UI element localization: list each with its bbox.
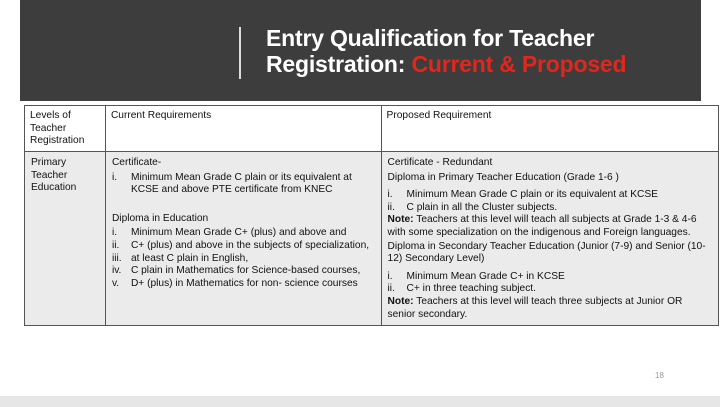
proposed-requirements-cell xyxy=(381,152,718,326)
current-certificate-title: Certificate- xyxy=(111,157,162,168)
title-line-1: Entry Qualification for Teacher xyxy=(266,25,595,51)
note-label: Note: xyxy=(387,214,414,226)
list-item: i. Minimum Mean Grade C plain or its equivalent at KCSE xyxy=(387,189,658,201)
bottom-strip xyxy=(0,396,720,407)
proposed-primary-list xyxy=(388,189,712,214)
slide-title xyxy=(266,25,626,77)
current-requirements-cell xyxy=(105,152,381,326)
proposed-secondary-note xyxy=(388,296,712,321)
level-label: Primary Teacher Education xyxy=(31,157,77,194)
list-item: i. Minimum Mean Grade C+ (plus) and above and xyxy=(111,227,347,239)
title-divider xyxy=(239,27,241,79)
note-text: Teachers at this level will teach three subjects at Junior OR senior secondary. xyxy=(387,295,683,320)
proposed-secondary-list xyxy=(388,271,712,296)
list-item: iv. C plain in Mathematics for Science-based courses, xyxy=(111,265,361,277)
header-current: Current Requirements xyxy=(105,106,381,152)
list-item: ii. C+ (plus) and above in the subjects of specialization, xyxy=(111,239,370,251)
list-item: i. Minimum Mean Grade C plain or its equivalent at KCSE and above PTE certificate from KNEC xyxy=(111,171,352,196)
current-diploma-list xyxy=(112,227,375,290)
proposed-primary-title: Diploma in Primary Teacher Education (Grade 1-6 ) xyxy=(387,171,619,183)
title-line-2 xyxy=(266,51,626,77)
list-item: iii. at least C plain in English, xyxy=(111,252,249,264)
proposed-primary-note xyxy=(388,214,712,239)
title-accent: Current & Proposed xyxy=(411,51,627,77)
table-row xyxy=(25,152,719,326)
list-item: ii. C plain in all the Cluster subjects. xyxy=(387,201,558,213)
level-cell xyxy=(25,152,106,326)
header-levels: Levels of Teacher Registration xyxy=(25,106,106,152)
list-item: v. D+ (plus) in Mathematics for non- science courses xyxy=(111,277,358,289)
note-label: Note: xyxy=(387,295,414,307)
proposed-certificate-line: Certificate - Redundant xyxy=(387,157,493,168)
note-text: Teachers at this level will teach all subjects at Grade 1-3 & 4-6 with some specialization on the indigenous and Foreign languages. xyxy=(387,214,697,238)
proposed-secondary-title: Diploma in Secondary Teacher Education (Junior (7-9) and Senior (10-12) Secondary Level) xyxy=(387,240,706,265)
current-certificate-list xyxy=(112,172,375,197)
current-diploma-title: Diploma in Education xyxy=(111,212,209,224)
page-number: 18 xyxy=(655,371,664,380)
header-proposed: Proposed Requirement xyxy=(381,106,718,152)
requirements-table xyxy=(24,105,719,326)
list-item: ii. C+ in three teaching subject. xyxy=(387,283,536,295)
list-item: i. Minimum Mean Grade C+ in KCSE xyxy=(387,270,565,282)
title-prefix: Registration: xyxy=(266,51,406,77)
title-banner xyxy=(20,0,701,101)
table-header-row xyxy=(25,106,719,152)
